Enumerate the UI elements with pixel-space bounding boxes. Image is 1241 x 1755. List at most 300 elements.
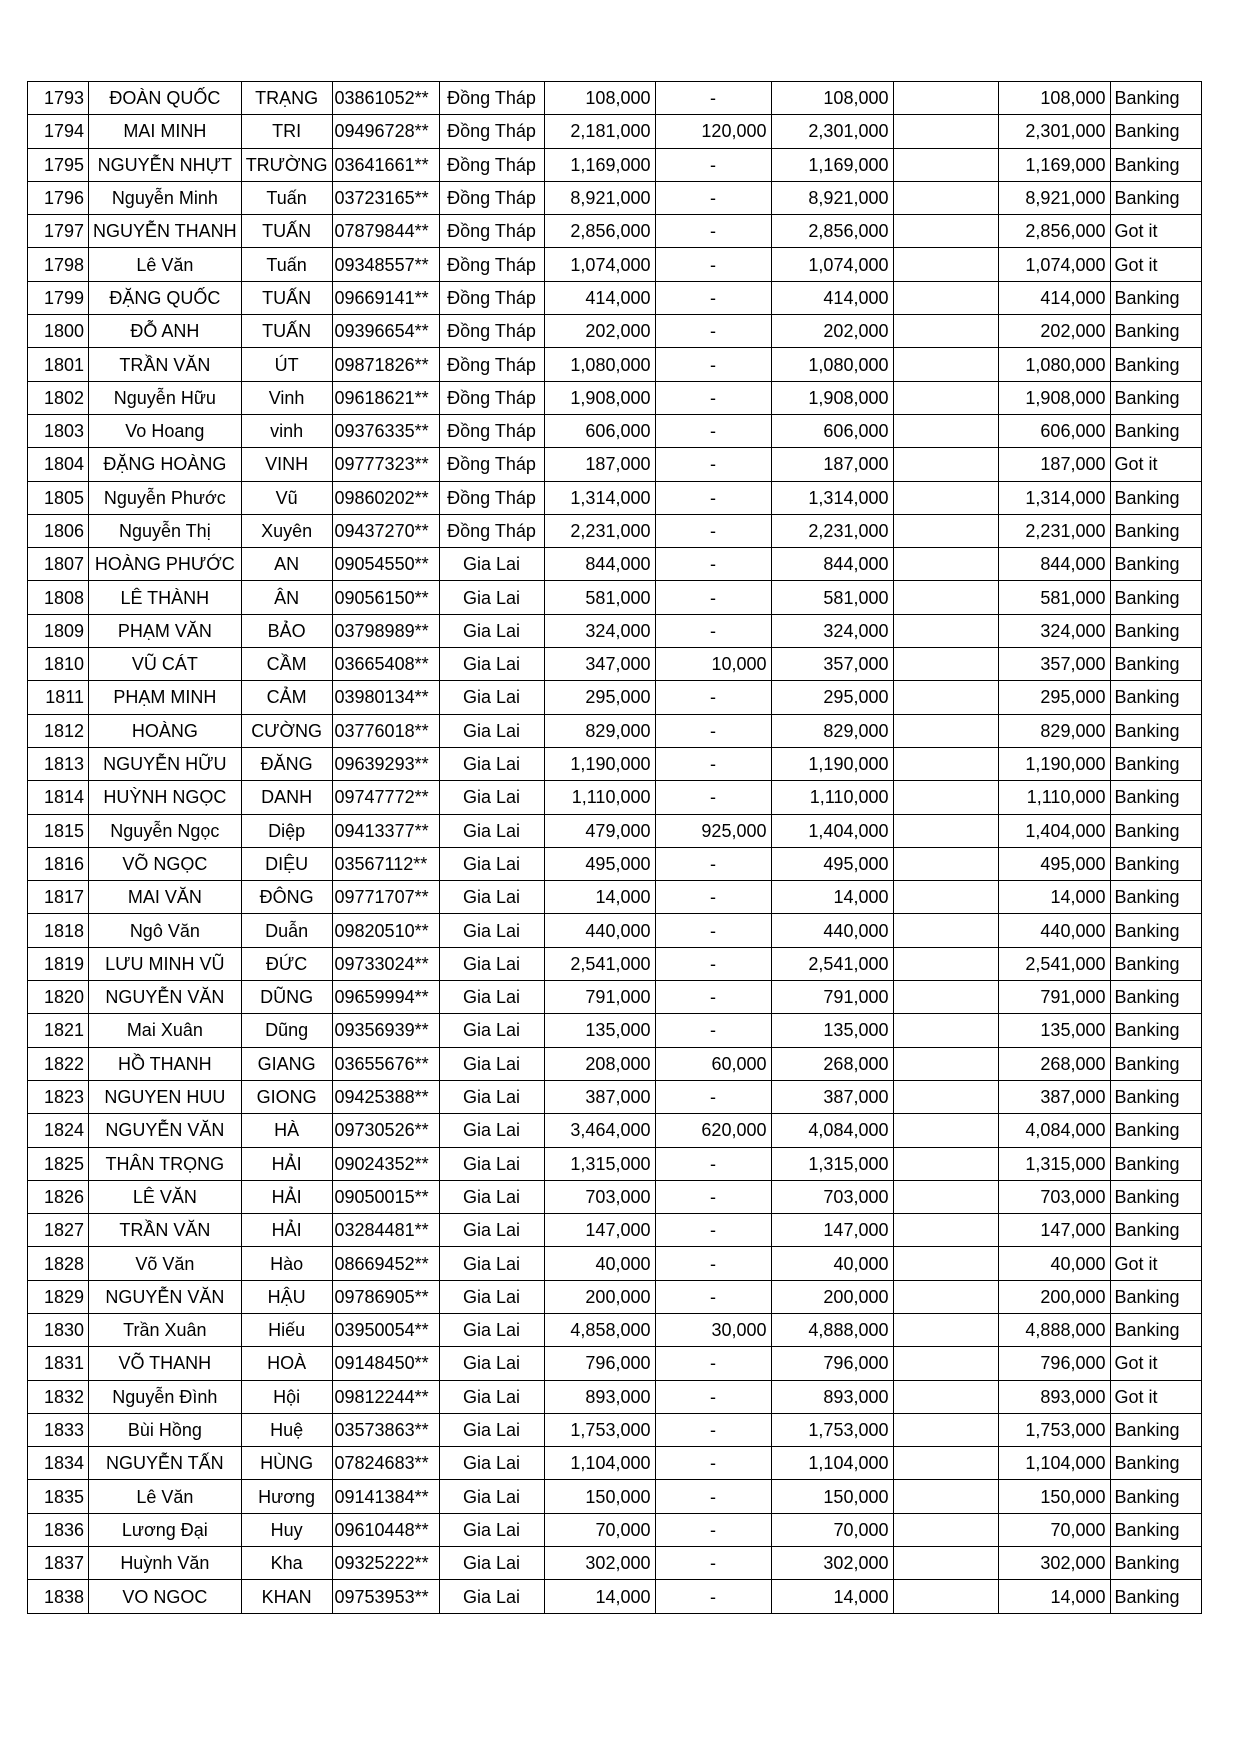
cell-method: Banking xyxy=(1110,348,1201,381)
cell-paid: 295,000 xyxy=(998,681,1110,714)
cell-paid: 147,000 xyxy=(998,1214,1110,1247)
cell-last-name: Hương xyxy=(241,1480,332,1513)
cell-province: Gia Lai xyxy=(439,1313,544,1346)
cell-total: 1,404,000 xyxy=(771,814,893,847)
cell-amount: 70,000 xyxy=(544,1513,655,1546)
cell-method: Banking xyxy=(1110,914,1201,947)
cell-paid: 202,000 xyxy=(998,315,1110,348)
cell-amount: 414,000 xyxy=(544,281,655,314)
cell-bonus: - xyxy=(655,747,771,780)
cell-method: Banking xyxy=(1110,82,1201,115)
cell-phone: 09618621** xyxy=(332,381,439,414)
cell-first-name: HOÀNG PHƯỚC xyxy=(89,548,242,581)
cell-blank xyxy=(893,681,998,714)
cell-bonus: - xyxy=(655,1413,771,1446)
cell-no: 1815 xyxy=(28,814,89,847)
cell-amount: 108,000 xyxy=(544,82,655,115)
cell-amount: 135,000 xyxy=(544,1014,655,1047)
cell-bonus: - xyxy=(655,1080,771,1113)
cell-phone: 09496728** xyxy=(332,115,439,148)
cell-amount: 581,000 xyxy=(544,581,655,614)
cell-method: Banking xyxy=(1110,648,1201,681)
cell-province: Đồng Tháp xyxy=(439,448,544,481)
cell-phone: 09356939** xyxy=(332,1014,439,1047)
cell-first-name: PHẠM MINH xyxy=(89,681,242,714)
cell-method: Banking xyxy=(1110,1014,1201,1047)
cell-first-name: NGUYỄN TẤN xyxy=(89,1447,242,1480)
cell-first-name: NGUYỄN THANH xyxy=(89,215,242,248)
cell-amount: 40,000 xyxy=(544,1247,655,1280)
cell-province: Gia Lai xyxy=(439,981,544,1014)
cell-first-name: Huỳnh Văn xyxy=(89,1547,242,1580)
cell-phone: 03723165** xyxy=(332,181,439,214)
cell-bonus: - xyxy=(655,514,771,547)
cell-paid: 796,000 xyxy=(998,1347,1110,1380)
cell-last-name: HOÀ xyxy=(241,1347,332,1380)
cell-no: 1820 xyxy=(28,981,89,1014)
cell-bonus: - xyxy=(655,181,771,214)
cell-total: 14,000 xyxy=(771,1580,893,1613)
cell-bonus: - xyxy=(655,681,771,714)
cell-phone: 09771707** xyxy=(332,881,439,914)
cell-total: 829,000 xyxy=(771,714,893,747)
cell-province: Gia Lai xyxy=(439,1347,544,1380)
cell-bonus: - xyxy=(655,448,771,481)
cell-no: 1821 xyxy=(28,1014,89,1047)
table-row xyxy=(28,1180,1202,1213)
cell-no: 1823 xyxy=(28,1080,89,1113)
cell-last-name: Hội xyxy=(241,1380,332,1413)
cell-last-name: Vinh xyxy=(241,381,332,414)
cell-amount: 295,000 xyxy=(544,681,655,714)
cell-total: 357,000 xyxy=(771,648,893,681)
cell-phone: 09050015** xyxy=(332,1180,439,1213)
cell-paid: 1,110,000 xyxy=(998,781,1110,814)
cell-bonus: - xyxy=(655,1547,771,1580)
cell-last-name: TUẤN xyxy=(241,215,332,248)
cell-method: Banking xyxy=(1110,1513,1201,1546)
cell-phone: 09860202** xyxy=(332,481,439,514)
cell-method: Banking xyxy=(1110,1047,1201,1080)
cell-last-name: ĐĂNG xyxy=(241,747,332,780)
cell-amount: 1,908,000 xyxy=(544,381,655,414)
cell-method: Banking xyxy=(1110,1413,1201,1446)
cell-method: Got it xyxy=(1110,1347,1201,1380)
cell-phone: 08669452** xyxy=(332,1247,439,1280)
cell-bonus: - xyxy=(655,881,771,914)
cell-no: 1798 xyxy=(28,248,89,281)
cell-phone: 09786905** xyxy=(332,1280,439,1313)
cell-method: Banking xyxy=(1110,1547,1201,1580)
cell-first-name: THÂN TRỌNG xyxy=(89,1147,242,1180)
cell-amount: 2,181,000 xyxy=(544,115,655,148)
cell-paid: 1,314,000 xyxy=(998,481,1110,514)
cell-no: 1811 xyxy=(28,681,89,714)
cell-first-name: ĐẶNG QUỐC xyxy=(89,281,242,314)
cell-province: Gia Lai xyxy=(439,1247,544,1280)
cell-first-name: LƯU MINH VŨ xyxy=(89,947,242,980)
cell-amount: 4,858,000 xyxy=(544,1313,655,1346)
table-row xyxy=(28,1247,1202,1280)
cell-province: Gia Lai xyxy=(439,1114,544,1147)
cell-last-name: DIỆU xyxy=(241,847,332,880)
cell-province: Gia Lai xyxy=(439,1047,544,1080)
cell-last-name: DANH xyxy=(241,781,332,814)
cell-paid: 2,856,000 xyxy=(998,215,1110,248)
cell-no: 1827 xyxy=(28,1214,89,1247)
cell-phone: 07879844** xyxy=(332,215,439,248)
cell-bonus: - xyxy=(655,847,771,880)
cell-paid: 414,000 xyxy=(998,281,1110,314)
cell-no: 1797 xyxy=(28,215,89,248)
cell-paid: 1,074,000 xyxy=(998,248,1110,281)
table-row xyxy=(28,581,1202,614)
cell-bonus: - xyxy=(655,348,771,381)
cell-first-name: TRẦN VĂN xyxy=(89,348,242,381)
cell-method: Banking xyxy=(1110,714,1201,747)
cell-paid: 440,000 xyxy=(998,914,1110,947)
cell-blank xyxy=(893,648,998,681)
table-row xyxy=(28,1280,1202,1313)
cell-first-name: NGUYỄN VĂN xyxy=(89,1114,242,1147)
table-row xyxy=(28,881,1202,914)
cell-paid: 324,000 xyxy=(998,614,1110,647)
cell-last-name: HẬU xyxy=(241,1280,332,1313)
cell-bonus: - xyxy=(655,1480,771,1513)
cell-province: Đồng Tháp xyxy=(439,481,544,514)
cell-total: 268,000 xyxy=(771,1047,893,1080)
cell-method: Banking xyxy=(1110,781,1201,814)
data-table xyxy=(27,81,1202,1614)
cell-province: Gia Lai xyxy=(439,1580,544,1613)
cell-first-name: Nguyễn Minh xyxy=(89,181,242,214)
cell-total: 4,888,000 xyxy=(771,1313,893,1346)
cell-last-name: TRI xyxy=(241,115,332,148)
cell-province: Đồng Tháp xyxy=(439,348,544,381)
cell-first-name: Vo Hoang xyxy=(89,414,242,447)
cell-no: 1794 xyxy=(28,115,89,148)
cell-no: 1801 xyxy=(28,348,89,381)
cell-total: 414,000 xyxy=(771,281,893,314)
cell-method: Got it xyxy=(1110,448,1201,481)
cell-method: Banking xyxy=(1110,681,1201,714)
cell-no: 1812 xyxy=(28,714,89,747)
cell-paid: 4,888,000 xyxy=(998,1313,1110,1346)
cell-province: Gia Lai xyxy=(439,1180,544,1213)
cell-bonus: - xyxy=(655,1380,771,1413)
cell-no: 1833 xyxy=(28,1413,89,1446)
cell-province: Gia Lai xyxy=(439,1280,544,1313)
cell-amount: 1,753,000 xyxy=(544,1413,655,1446)
cell-phone: 03980134** xyxy=(332,681,439,714)
cell-last-name: GIANG xyxy=(241,1047,332,1080)
cell-amount: 8,921,000 xyxy=(544,181,655,214)
cell-last-name: Xuyên xyxy=(241,514,332,547)
cell-total: 1,315,000 xyxy=(771,1147,893,1180)
cell-first-name: PHẠM VĂN xyxy=(89,614,242,647)
cell-no: 1829 xyxy=(28,1280,89,1313)
cell-blank xyxy=(893,82,998,115)
cell-amount: 2,856,000 xyxy=(544,215,655,248)
cell-province: Đồng Tháp xyxy=(439,381,544,414)
cell-total: 302,000 xyxy=(771,1547,893,1580)
table-row xyxy=(28,1014,1202,1047)
cell-phone: 09733024** xyxy=(332,947,439,980)
cell-total: 150,000 xyxy=(771,1480,893,1513)
cell-amount: 1,110,000 xyxy=(544,781,655,814)
cell-first-name: Lương Đại xyxy=(89,1513,242,1546)
cell-last-name: HẢI xyxy=(241,1180,332,1213)
cell-no: 1834 xyxy=(28,1447,89,1480)
cell-blank xyxy=(893,1114,998,1147)
cell-method: Banking xyxy=(1110,1080,1201,1113)
table-row xyxy=(28,315,1202,348)
table-row xyxy=(28,781,1202,814)
cell-phone: 03655676** xyxy=(332,1047,439,1080)
cell-first-name: NGUYỄN VĂN xyxy=(89,981,242,1014)
cell-province: Đồng Tháp xyxy=(439,215,544,248)
cell-no: 1809 xyxy=(28,614,89,647)
cell-first-name: HOÀNG xyxy=(89,714,242,747)
cell-phone: 03641661** xyxy=(332,148,439,181)
cell-phone: 09325222** xyxy=(332,1547,439,1580)
cell-phone: 03567112** xyxy=(332,847,439,880)
cell-method: Banking xyxy=(1110,1147,1201,1180)
table-row xyxy=(28,1380,1202,1413)
table-row xyxy=(28,1114,1202,1147)
table-row xyxy=(28,1147,1202,1180)
cell-method: Banking xyxy=(1110,381,1201,414)
cell-blank xyxy=(893,947,998,980)
cell-method: Banking xyxy=(1110,1114,1201,1147)
cell-total: 1,110,000 xyxy=(771,781,893,814)
cell-no: 1796 xyxy=(28,181,89,214)
cell-blank xyxy=(893,248,998,281)
cell-first-name: LÊ VĂN xyxy=(89,1180,242,1213)
cell-amount: 2,231,000 xyxy=(544,514,655,547)
cell-bonus: 60,000 xyxy=(655,1047,771,1080)
cell-bonus: - xyxy=(655,581,771,614)
cell-total: 14,000 xyxy=(771,881,893,914)
cell-paid: 1,908,000 xyxy=(998,381,1110,414)
cell-no: 1793 xyxy=(28,82,89,115)
cell-first-name: VŨ CÁT xyxy=(89,648,242,681)
table-row xyxy=(28,1447,1202,1480)
cell-blank xyxy=(893,1480,998,1513)
table-row xyxy=(28,481,1202,514)
cell-no: 1824 xyxy=(28,1114,89,1147)
cell-last-name: Huy xyxy=(241,1513,332,1546)
cell-paid: 1,169,000 xyxy=(998,148,1110,181)
cell-phone: 09024352** xyxy=(332,1147,439,1180)
cell-amount: 14,000 xyxy=(544,881,655,914)
cell-bonus: - xyxy=(655,215,771,248)
cell-province: Gia Lai xyxy=(439,881,544,914)
cell-method: Banking xyxy=(1110,614,1201,647)
cell-bonus: - xyxy=(655,1214,771,1247)
cell-phone: 03284481** xyxy=(332,1214,439,1247)
cell-amount: 187,000 xyxy=(544,448,655,481)
table-row xyxy=(28,981,1202,1014)
cell-total: 200,000 xyxy=(771,1280,893,1313)
cell-province: Gia Lai xyxy=(439,1513,544,1546)
cell-blank xyxy=(893,281,998,314)
cell-province: Gia Lai xyxy=(439,1380,544,1413)
cell-total: 796,000 xyxy=(771,1347,893,1380)
cell-total: 2,231,000 xyxy=(771,514,893,547)
cell-no: 1800 xyxy=(28,315,89,348)
cell-amount: 844,000 xyxy=(544,548,655,581)
cell-province: Gia Lai xyxy=(439,781,544,814)
cell-last-name: vinh xyxy=(241,414,332,447)
cell-bonus: - xyxy=(655,1513,771,1546)
table-row xyxy=(28,1047,1202,1080)
cell-bonus: - xyxy=(655,148,771,181)
cell-first-name: Lê Văn xyxy=(89,1480,242,1513)
cell-bonus: - xyxy=(655,614,771,647)
cell-blank xyxy=(893,747,998,780)
cell-phone: 03861052** xyxy=(332,82,439,115)
cell-blank xyxy=(893,414,998,447)
table-row xyxy=(28,1513,1202,1546)
cell-paid: 829,000 xyxy=(998,714,1110,747)
cell-paid: 791,000 xyxy=(998,981,1110,1014)
cell-paid: 495,000 xyxy=(998,847,1110,880)
cell-method: Banking xyxy=(1110,281,1201,314)
cell-first-name: Nguyễn Ngọc xyxy=(89,814,242,847)
cell-last-name: TRẠNG xyxy=(241,82,332,115)
cell-method: Banking xyxy=(1110,814,1201,847)
cell-last-name: CẢM xyxy=(241,681,332,714)
cell-paid: 135,000 xyxy=(998,1014,1110,1047)
cell-blank xyxy=(893,1147,998,1180)
table-row xyxy=(28,1480,1202,1513)
table-body xyxy=(28,82,1202,1614)
cell-method: Banking xyxy=(1110,514,1201,547)
cell-total: 40,000 xyxy=(771,1247,893,1280)
cell-last-name: Dũng xyxy=(241,1014,332,1047)
table-row xyxy=(28,1413,1202,1446)
cell-paid: 2,301,000 xyxy=(998,115,1110,148)
cell-phone: 03950054** xyxy=(332,1313,439,1346)
cell-method: Banking xyxy=(1110,1580,1201,1613)
cell-phone: 09730526** xyxy=(332,1114,439,1147)
cell-no: 1822 xyxy=(28,1047,89,1080)
cell-no: 1806 xyxy=(28,514,89,547)
cell-province: Gia Lai xyxy=(439,614,544,647)
cell-last-name: HẢI xyxy=(241,1214,332,1247)
cell-bonus: - xyxy=(655,381,771,414)
cell-first-name: ĐOÀN QUỐC xyxy=(89,82,242,115)
cell-province: Gia Lai xyxy=(439,1447,544,1480)
cell-first-name: Nguyễn Thị xyxy=(89,514,242,547)
cell-last-name: BẢO xyxy=(241,614,332,647)
cell-no: 1805 xyxy=(28,481,89,514)
table-row xyxy=(28,281,1202,314)
cell-total: 1,074,000 xyxy=(771,248,893,281)
cell-total: 187,000 xyxy=(771,448,893,481)
cell-method: Got it xyxy=(1110,248,1201,281)
cell-province: Gia Lai xyxy=(439,1547,544,1580)
cell-last-name: TRƯỜNG xyxy=(241,148,332,181)
cell-province: Gia Lai xyxy=(439,1480,544,1513)
cell-blank xyxy=(893,1380,998,1413)
cell-paid: 606,000 xyxy=(998,414,1110,447)
cell-blank xyxy=(893,581,998,614)
cell-last-name: Hiếu xyxy=(241,1313,332,1346)
cell-province: Gia Lai xyxy=(439,1413,544,1446)
cell-first-name: Mai Xuân xyxy=(89,1014,242,1047)
cell-phone: 09610448** xyxy=(332,1513,439,1546)
cell-no: 1832 xyxy=(28,1380,89,1413)
table-row xyxy=(28,1547,1202,1580)
cell-last-name: GIONG xyxy=(241,1080,332,1113)
cell-province: Đồng Tháp xyxy=(439,148,544,181)
cell-first-name: Võ Văn xyxy=(89,1247,242,1280)
cell-total: 70,000 xyxy=(771,1513,893,1546)
cell-method: Banking xyxy=(1110,1480,1201,1513)
cell-amount: 1,080,000 xyxy=(544,348,655,381)
cell-phone: 09141384** xyxy=(332,1480,439,1513)
cell-paid: 2,231,000 xyxy=(998,514,1110,547)
cell-amount: 1,314,000 xyxy=(544,481,655,514)
cell-province: Gia Lai xyxy=(439,947,544,980)
cell-no: 1799 xyxy=(28,281,89,314)
table-row xyxy=(28,747,1202,780)
cell-paid: 581,000 xyxy=(998,581,1110,614)
cell-province: Đồng Tháp xyxy=(439,248,544,281)
cell-method: Banking xyxy=(1110,947,1201,980)
cell-total: 147,000 xyxy=(771,1214,893,1247)
cell-last-name: CƯỜNG xyxy=(241,714,332,747)
cell-phone: 09054550** xyxy=(332,548,439,581)
cell-amount: 440,000 xyxy=(544,914,655,947)
cell-total: 108,000 xyxy=(771,82,893,115)
cell-bonus: - xyxy=(655,414,771,447)
cell-blank xyxy=(893,781,998,814)
table-row xyxy=(28,115,1202,148)
table-row xyxy=(28,648,1202,681)
cell-phone: 09753953** xyxy=(332,1580,439,1613)
cell-last-name: Duẫn xyxy=(241,914,332,947)
cell-last-name: Tuấn xyxy=(241,181,332,214)
cell-no: 1828 xyxy=(28,1247,89,1280)
cell-total: 4,084,000 xyxy=(771,1114,893,1147)
cell-phone: 03573863** xyxy=(332,1413,439,1446)
cell-last-name: HẢI xyxy=(241,1147,332,1180)
cell-total: 2,301,000 xyxy=(771,115,893,148)
cell-province: Đồng Tháp xyxy=(439,281,544,314)
cell-bonus: - xyxy=(655,281,771,314)
table-row xyxy=(28,681,1202,714)
cell-province: Gia Lai xyxy=(439,1014,544,1047)
cell-bonus: - xyxy=(655,1580,771,1613)
cell-paid: 1,104,000 xyxy=(998,1447,1110,1480)
cell-no: 1813 xyxy=(28,747,89,780)
cell-method: Banking xyxy=(1110,581,1201,614)
table-row xyxy=(28,82,1202,115)
cell-amount: 200,000 xyxy=(544,1280,655,1313)
cell-no: 1825 xyxy=(28,1147,89,1180)
cell-amount: 302,000 xyxy=(544,1547,655,1580)
cell-method: Got it xyxy=(1110,1247,1201,1280)
cell-amount: 147,000 xyxy=(544,1214,655,1247)
cell-phone: 03798989** xyxy=(332,614,439,647)
cell-bonus: - xyxy=(655,981,771,1014)
table-row xyxy=(28,414,1202,447)
cell-method: Banking xyxy=(1110,414,1201,447)
cell-bonus: - xyxy=(655,714,771,747)
